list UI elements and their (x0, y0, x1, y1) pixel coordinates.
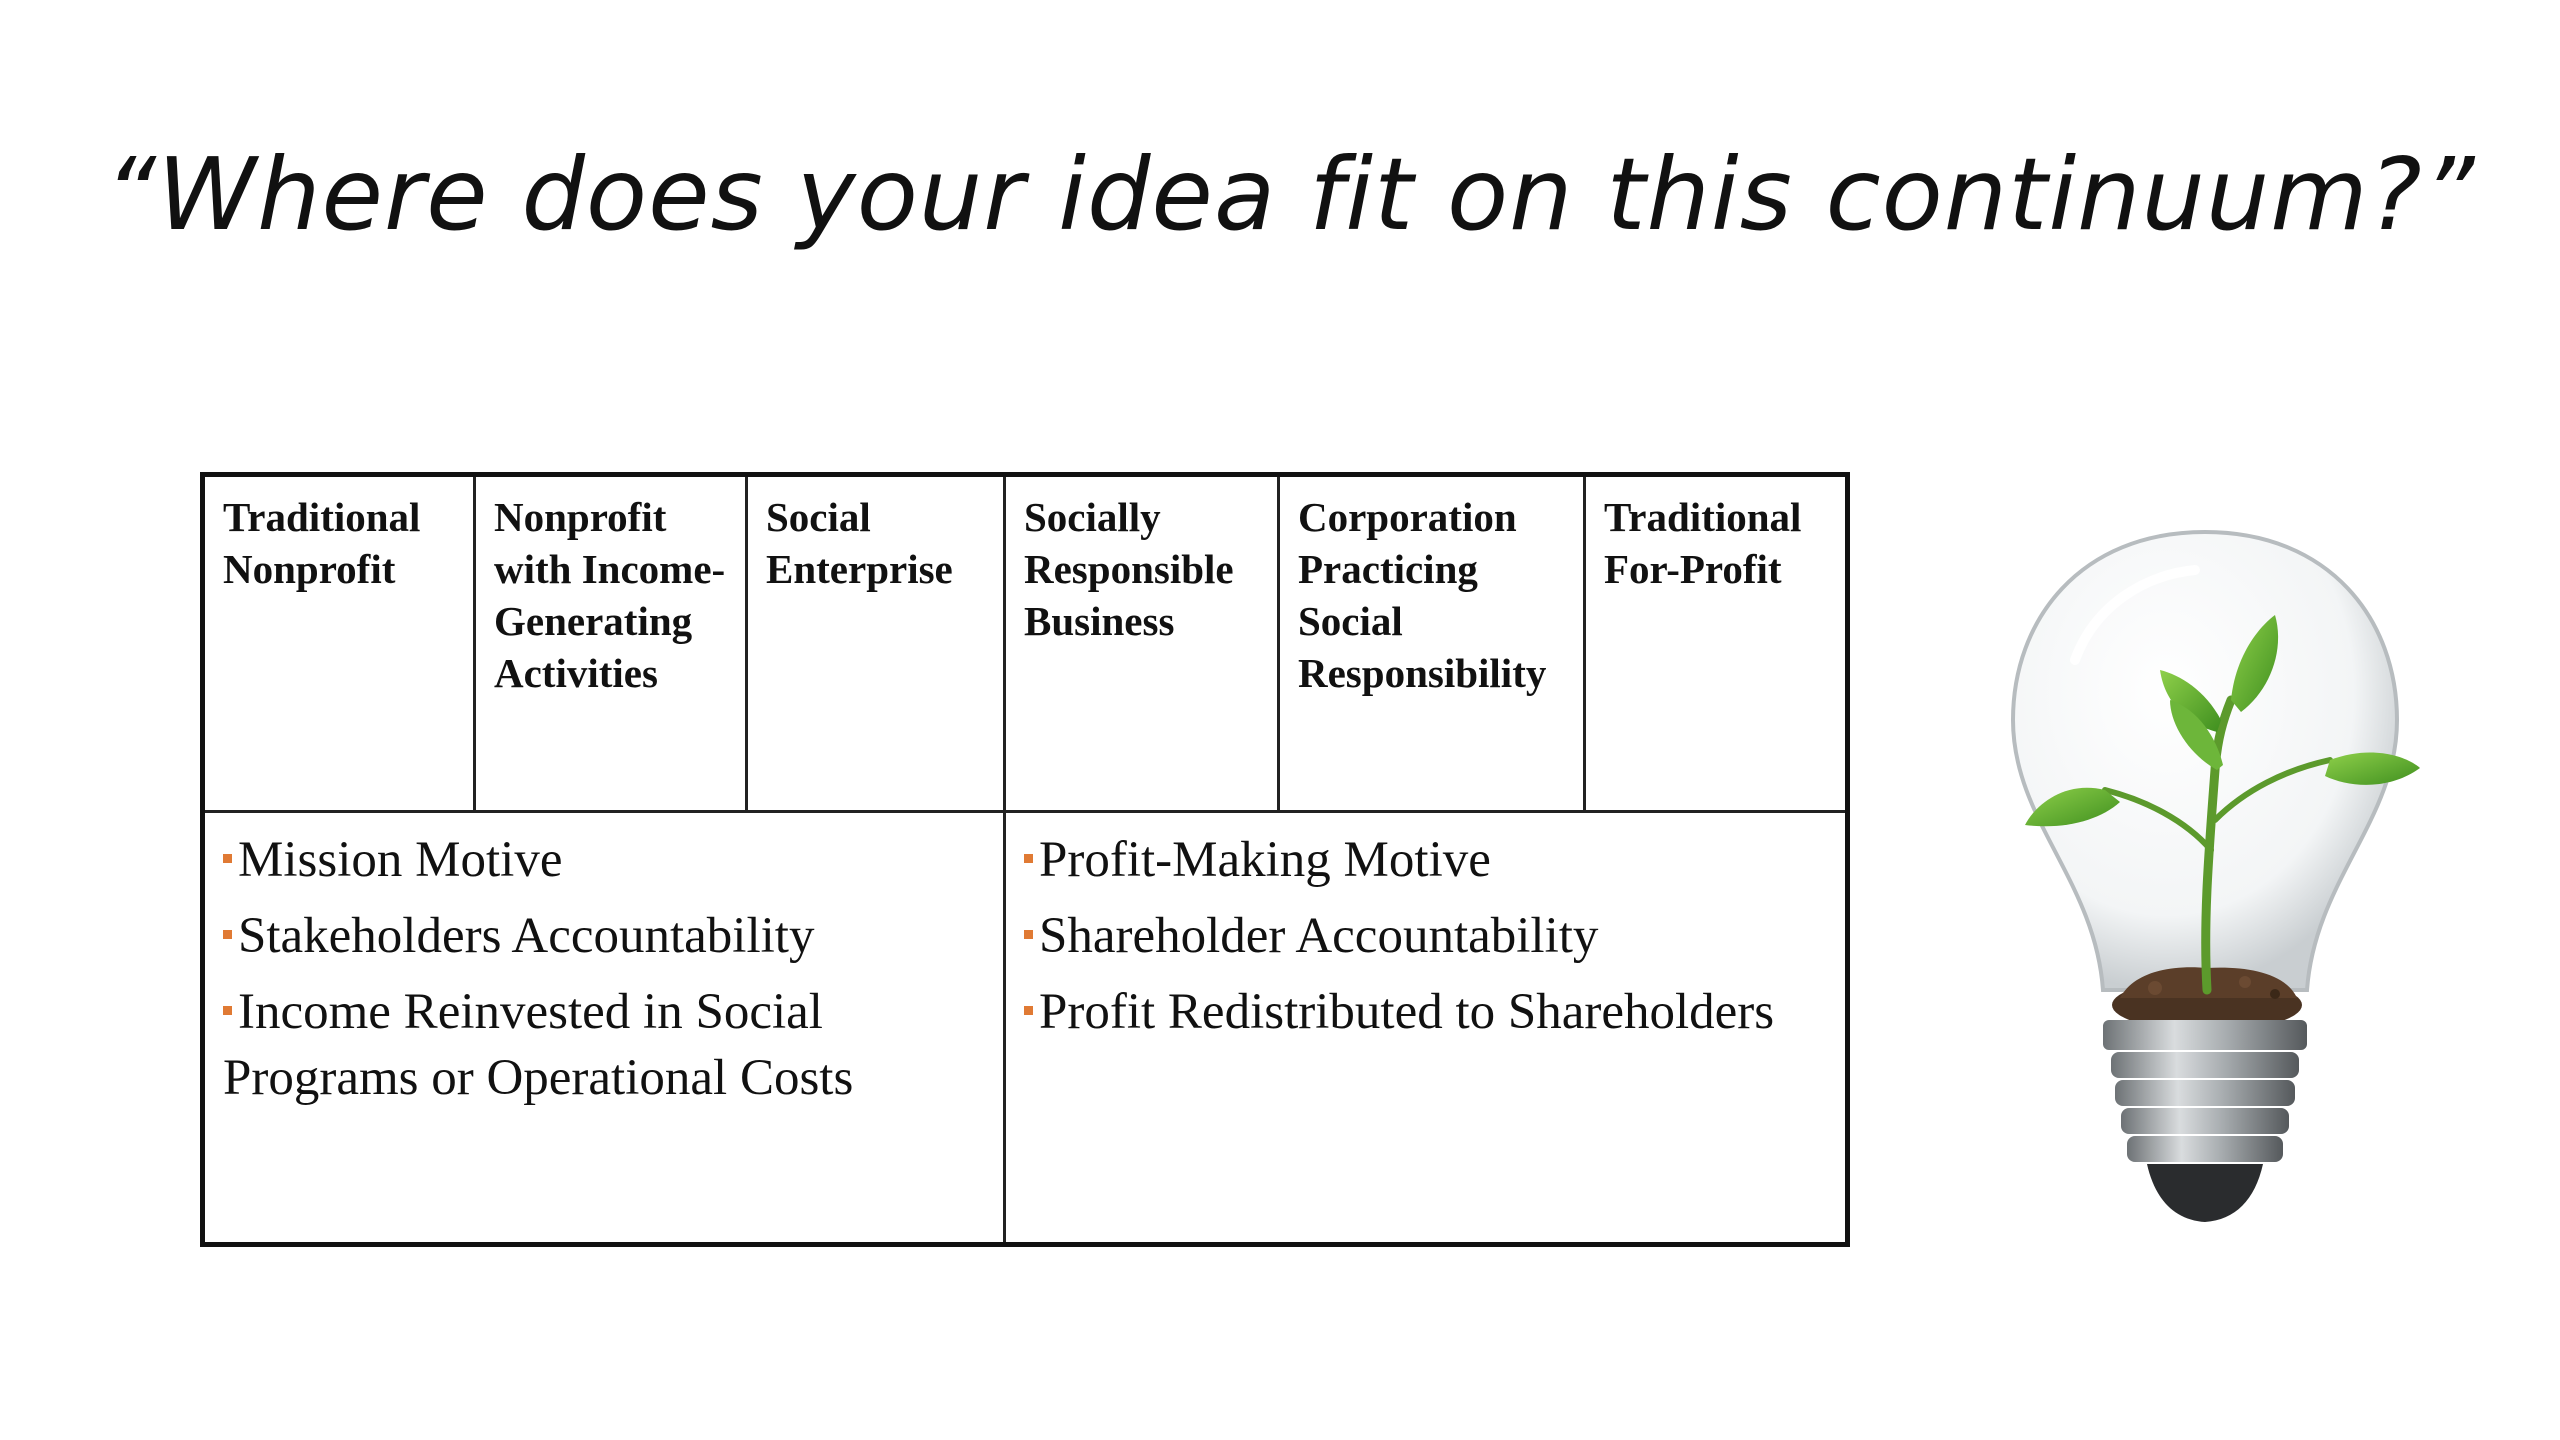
list-item (1024, 903, 1827, 969)
header-traditional-for-profit: Traditional For-Profit (1585, 475, 1848, 812)
nonprofit-characteristics (203, 812, 1005, 1245)
list-item (1024, 827, 1827, 893)
header-socially-responsible-business: Socially Responsible Business (1005, 475, 1279, 812)
lightbulb-with-plant-icon (1985, 520, 2425, 1240)
list-item (223, 979, 985, 1111)
list-item (1024, 979, 1827, 1045)
bullet-icon (223, 1006, 232, 1015)
bullet-text: Mission Motive (238, 832, 563, 888)
header-corporation-social-responsibility: Corporation Practicing Social Responsibility (1279, 475, 1585, 812)
bullet-text: Profit-Making Motive (1039, 832, 1491, 888)
header-social-enterprise: Social Enterprise (747, 475, 1005, 812)
header-nonprofit-income-generating: Nonprofit with Income-Generating Activities (475, 475, 747, 812)
bullet-icon (223, 930, 232, 939)
for-profit-characteristics (1005, 812, 1848, 1245)
header-traditional-nonprofit: Traditional Nonprofit (203, 475, 475, 812)
bullet-icon (223, 854, 232, 863)
bullet-text: Shareholder Accountability (1039, 908, 1599, 964)
list-item (223, 903, 985, 969)
bullet-icon (1024, 1006, 1033, 1015)
bullet-text: Profit Redistributed to Shareholders (1039, 984, 1775, 1040)
continuum-table (200, 472, 1850, 1247)
bullet-icon (1024, 930, 1033, 939)
bullet-text: Stakeholders Accountability (238, 908, 815, 964)
bullet-icon (1024, 854, 1033, 863)
slide-title: “Where does your idea fit on this continuum?” (104, 136, 2476, 253)
table-header-row (203, 475, 1848, 812)
list-item (223, 827, 985, 893)
table-body-row (203, 812, 1848, 1245)
bullet-text: Income Reinvested in Social Programs or Operational Costs (223, 984, 854, 1106)
